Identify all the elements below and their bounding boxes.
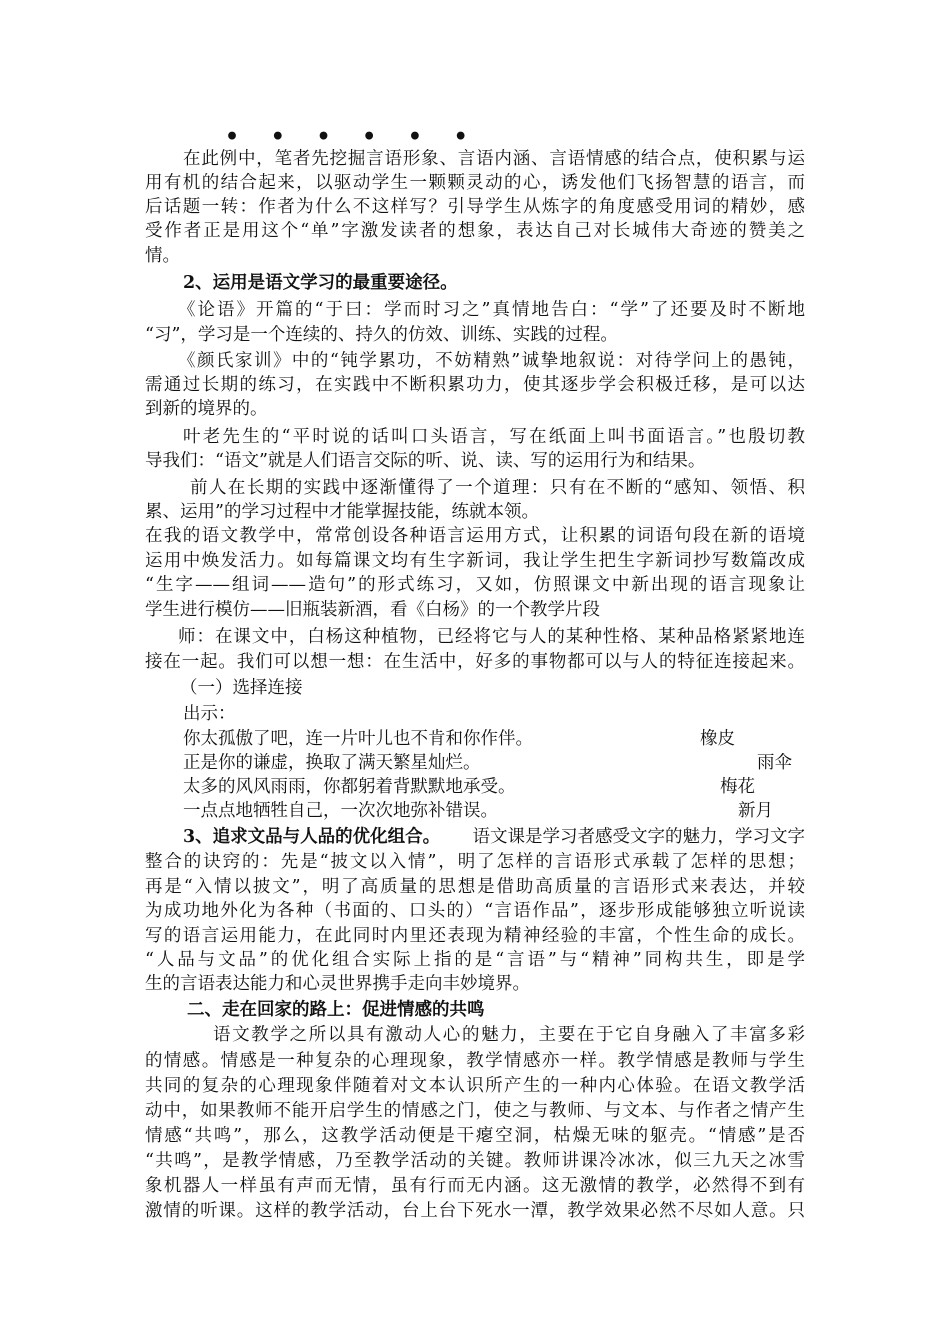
text-line: 整合的诀窍的：先是“披文以入情”，明了怎样的言语形式承载了怎样的思想； (145, 852, 805, 872)
text-line: 象机器人一样虽有声而无情，虽有行而无内涵。这无激情的教学，必然得不到有 (145, 1176, 805, 1196)
section-heading: 3、追求文品与人品的优化组合。 (183, 827, 441, 847)
text-line: 情感“共鸣”，那么，这教学活动便是干瘪空洞，枯燥无味的躯壳。“情感”是否 (145, 1126, 805, 1146)
exercise-show-label: 出示： (183, 704, 236, 724)
section-heading: 2、运用是语文学习的最重要途径。 (183, 273, 458, 293)
exercise-sentence: 太多的风风雨雨，你都躬着背默默地承受。 (183, 777, 516, 797)
text-line: 为成功地外化为各种（书面的、口头的）“言语作品”，逐步形成能够独立听说读 (145, 901, 805, 921)
text-line: 在此例中，笔者先挖掘言语形象、言语内涵、言语情感的结合点，使积累与运 (183, 149, 805, 169)
text-line: “人品与文品”的优化组合实际上指的是“言语”与“精神”同构共生，即是学 (145, 950, 805, 970)
text-line (183, 825, 805, 849)
text-line: 《论语》开篇的“于曰：学而时习之”真情地告白：“学”了还要及时不断地 (178, 300, 805, 320)
text-line: “习”，学习是一个连续的、持久的仿效、训练、实践的过程。 (145, 325, 618, 345)
exercise-sentence: 正是你的谦虚，换取了满天繁星灿烂。 (183, 753, 481, 773)
text-line: 的情感。情感是一种复杂的心理现象，教学情感亦一样。教学情感是教师与学生 (145, 1051, 805, 1071)
text-line: 学生进行模仿——旧瓶装新酒，看《白杨》的一个教学片段 (145, 600, 600, 620)
text-line: 受作者正是用这个“单”字激发读者的想象，表达自己对长城伟大奇迹的赞美之 (145, 221, 805, 241)
text-line: 到新的境界的。 (145, 399, 268, 419)
text-line: 共同的复杂的心理现象伴随着对文本认识所产生的一种内心体验。在语文教学活 (145, 1076, 805, 1096)
text-line: 导我们：“语文”就是人们语言交际的听、说、读、写的运用行为和结果。 (145, 451, 706, 471)
text-line: 语文教学之所以具有激动人心的魅力，主要在于它自身融入了丰富多彩 (213, 1025, 805, 1045)
text-line: 叶老先生的“平时说的话叫口头语言，写在纸面上叫书面语言。”也殷切教 (183, 427, 805, 447)
text-line: 前人在长期的实践中逐渐懂得了一个道理：只有在不断的“感知、领悟、积 (190, 478, 805, 498)
section-heading: 二、走在回家的路上：促进情感的共鸣 (187, 1000, 485, 1020)
text-line: 后话题一转：作者为什么不这样写？引导学生从炼字的角度感受用词的精妙，感 (145, 197, 805, 217)
text-line: “共鸣”，是教学情感，乃至教学活动的关键。教师讲课冷冰冰，似三九天之冰雪 (145, 1151, 805, 1171)
text-line: 写的语言运用能力，在此同时内里还表现为精神经验的丰富，个性生命的成长。 (145, 926, 805, 946)
exercise-answer: 橡皮 (700, 729, 735, 749)
exercise-title: （一）选择连接 (180, 678, 303, 698)
text-line: 师：在课文中，白杨这种植物，已经将它与人的某种性格、某种品格紧紧地连 (178, 627, 805, 647)
exercise-answer: 新月 (738, 801, 773, 821)
exercise-answer: 梅花 (720, 777, 755, 797)
text-line: 运用中焕发活力。如每篇课文均有生字新词，我让学生把生字新词抄写数篇改成 (145, 551, 805, 571)
exercise-sentence: 你太孤傲了吧，连一片叶儿也不肯和你作伴。 (183, 729, 533, 749)
text-line: 再是“入情以披文”，明了高质量的思想是借助高质量的言语形式来表达，并较 (145, 877, 805, 897)
text-line: 在我的语文教学中，常常创设各种语言运用方式，让积累的词语句段在新的语境 (145, 526, 805, 546)
text-line: 累、运用”的学习过程中才能掌握技能，练就本领。 (145, 502, 539, 522)
text-line: 需通过长期的练习，在实践中不断积累功力，使其逐步学会积极迁移，是可以达 (145, 375, 805, 395)
text-line: 情。 (145, 246, 180, 266)
ellipsis-dots: • • • • • • (225, 124, 480, 150)
text-line: 接在一起。我们可以想一想：在生活中，好多的事物都可以与人的特征连接起来。 (145, 652, 805, 672)
text-line: 《颜氏家训》中的“钝学累功，不妨精熟”诚挚地叙说：对待学问上的愚钝， (178, 351, 805, 371)
text-line: 用有机的结合起来，以驱动学生一颗颗灵动的心，诱发他们飞扬智慧的语言，而 (145, 173, 805, 193)
text-line: 生的言语表达能力和心灵世界携手走向丰妙境界。 (145, 974, 530, 994)
text-line-rest: 语文课是学习者感受文字的魅力，学习文字 (472, 827, 805, 847)
text-line: 激情的听课。这样的教学活动，台上台下死水一潭，教学效果必然不尽如人意。只 (145, 1201, 805, 1221)
text-line: 动中，如果教师不能开启学生的情感之门，使之与教师、与文本、与作者之情产生 (145, 1101, 805, 1121)
exercise-answer: 雨伞 (757, 753, 792, 773)
text-line: “生字——组词——造句”的形式练习，又如，仿照课文中新出现的语言现象让 (145, 575, 805, 595)
exercise-sentence: 一点点地牺牲自己，一次次地弥补错误。 (183, 801, 498, 821)
